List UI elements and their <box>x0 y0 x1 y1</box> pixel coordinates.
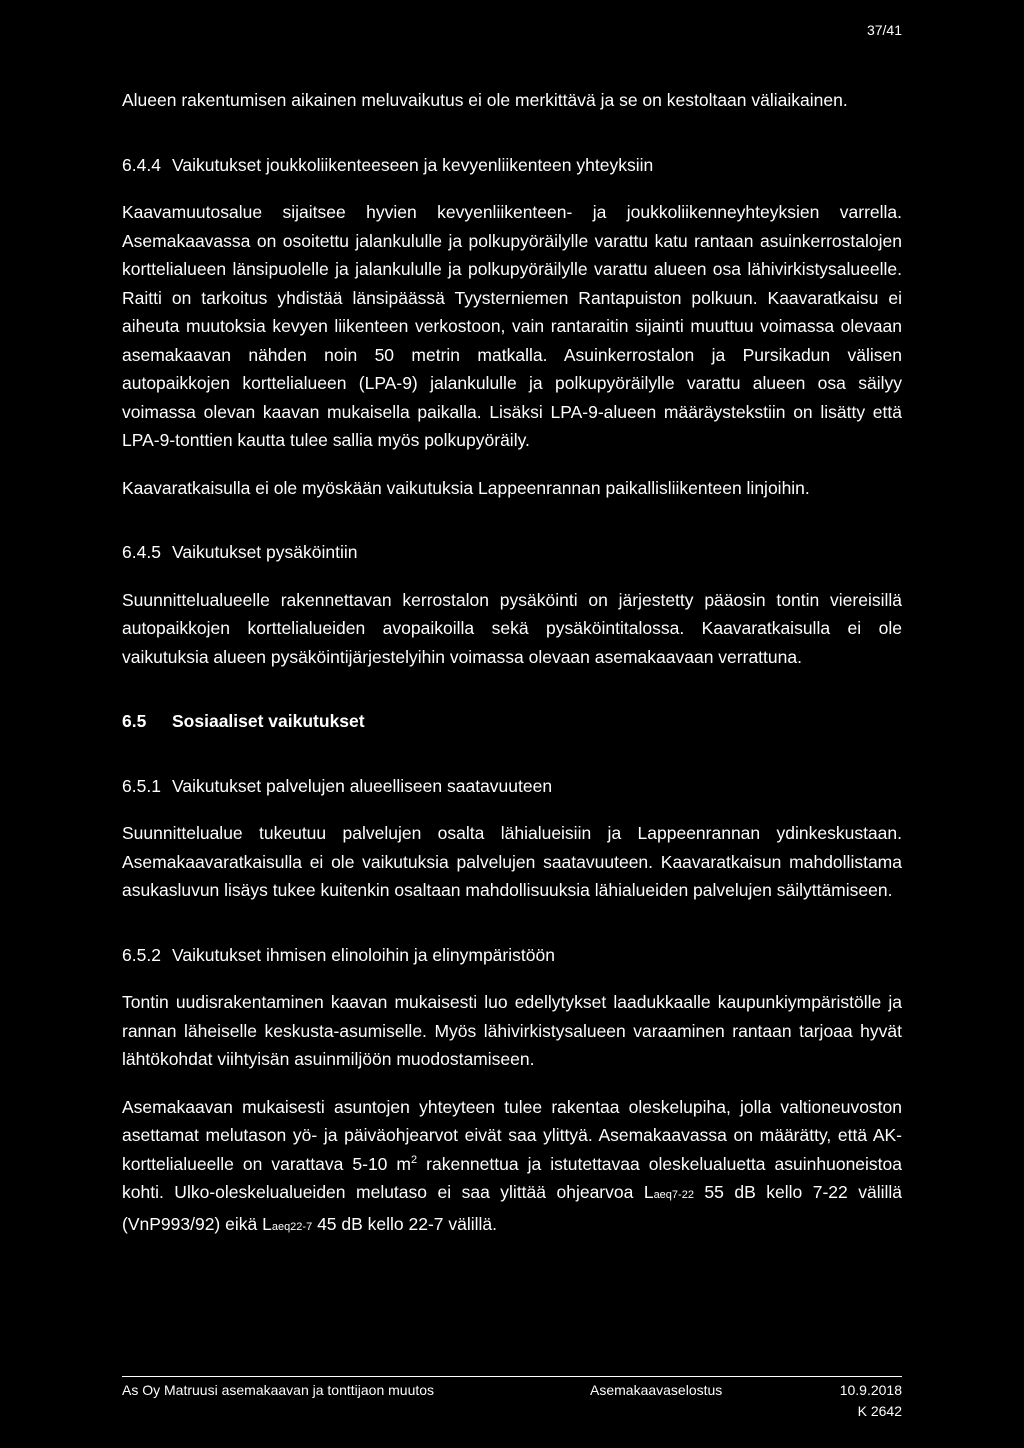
section-number: 6.5.2 <box>122 944 161 965</box>
section-6-4-4-heading <box>122 151 902 180</box>
section-6-5-2-heading <box>122 941 902 970</box>
subscript: aeq22-7 <box>271 1220 313 1233</box>
section-6-4-4-paragraph-1: Kaavamuutosalue sijaitsee hyvien kevyenliikenteen- ja joukkoliikenneyhteyksien varrella. Asemakaavassa on osoitettu jalankululle ja polkupyöräilylle varattu katu rantaan asuinkerrostalojen korttelialueen länsipuolelle ja jalankululle ja polkupyöräilylle varattu alueen osa lähivirkistysalueelle. Raitti on tarkoitus yhdistää länsipäässä Tyysterniemen Rantapuiston polkuun. Kaavaratkaisu ei aiheuta muutoksia kevyen liikenteen verkostoon, vain rantaraitin sijainti muuttuu voimassa olevaan asemakaavan nähden noin 50 metrin matkalla. Asuinkerrostalon ja Pursikadun välisen autopaikkojen korttelialueen (LPA-9) jalankululle ja polkupyöräilylle varattu alueen osa säilyy voimassa olevan kaavan mukaisella paikalla. Lisäksi LPA-9-alueen määräystekstiin on lisätty että LPA-9-tonttien kautta tulee sallia myös polkupyöräily. <box>122 202 902 450</box>
section-number: 6.4.4 <box>122 154 161 175</box>
document-body <box>122 86 902 1241</box>
footer-project: As Oy Matruusi asemakaavan ja tonttijaon muutos <box>122 1382 435 1398</box>
section-number: 6.5 <box>122 711 147 731</box>
intro-paragraph: Alueen rakentumisen aikainen meluvaikutus ei ole merkittävä ja se on kestoltaan väliaikainen. <box>122 90 848 110</box>
footer-doc-type: Asemakaavaselostus <box>590 1382 723 1398</box>
section-number: 6.5.1 <box>122 775 161 796</box>
section-6-4-4-paragraph-2: Kaavaratkaisulla ei ole myöskään vaikutuksia Lappeenrannan paikallisliikenteen linjoihin. <box>122 477 810 498</box>
section-6-4-5-paragraph-1: Suunnittelualueelle rakennettavan kerrostalon pysäköinti on järjestetty pääosin tontin viereisillä autopaikkojen korttelialueiden avopaikoilla sekä pysäköintitalossa. Kaavaratkaisulla ei ole vaikutuksia alueen pysäköintijärjestelyihin voimassa olevaan asemakaavaan verrattuna. <box>122 589 902 667</box>
section-title: Vaikutukset joukkoliikenteeseen ja kevyenliikenteen yhteyksiin <box>172 154 654 175</box>
text-run: rakennettua ja istutettavaa oleskelualuetta asuinhuoneistoa kohti. Ulko-oleskelualueiden melutaso ei saa ylittää ohjearvoa L <box>122 1153 903 1202</box>
superscript: 2 <box>411 1153 418 1166</box>
section-6-4-5-heading <box>122 538 902 567</box>
text-run: 45 dB kello 22-7 välillä. <box>312 1213 498 1234</box>
section-6-5-2-paragraph-1: Tontin uudisrakentaminen kaavan mukaisesti luo edellytykset laadukkaalle kaupunkiympäristölle ja rannan läheiselle keskusta-asumiselle. Myös lähivirkistysalueen varaaminen rantaan tarjoaa hyvät lähtökohdat viihtyisän asuinmiljöön muodostamiseen. <box>122 992 902 1069</box>
section-6-5-heading <box>122 707 902 736</box>
section-title: Vaikutukset pysäköintiin <box>172 542 358 562</box>
footer-date: 10.9.2018 <box>839 1382 902 1398</box>
section-number: 6.4.5 <box>122 542 161 562</box>
subscript: aeq7-22 <box>653 1189 694 1201</box>
footer-divider <box>122 1376 902 1377</box>
page-number: 37/41 <box>866 22 902 38</box>
footer-code: K 2642 <box>857 1403 902 1419</box>
section-6-5-1-heading <box>122 772 902 801</box>
section-title: Vaikutukset palvelujen alueelliseen saatavuuteen <box>172 775 553 796</box>
text-run: Asemakaavan mukaisesti asuntojen yhteyteen tulee rakentaa oleskelupiha, jolla valtioneuvoston asettamat melutason yö- ja päiväohjearvot eivät saa ylittyä. Asemakaavassa on määrätty, että AK-korttelialueelle on varattava 5-10 m <box>122 1096 902 1174</box>
section-title: Vaikutukset ihmisen elinoloihin ja elinympäristöön <box>172 944 555 965</box>
section-6-5-2-paragraph-2 <box>122 1093 902 1242</box>
text-run: 55 dB kello 7-22 välillä (VnP993/92) eikä L <box>122 1182 902 1234</box>
section-title: Sosiaaliset vaikutukset <box>172 711 365 731</box>
section-6-5-1-paragraph-1: Suunnittelualue tukeutuu palvelujen osalta lähialueisiin ja Lappeenrannan ydinkeskustaan. Asemakaavaratkaisulla ei ole vaikutuksia palvelujen saatavuuteen. Kaavaratkaisun mahdollistama asukasluvun lisäys tukee kuitenkin osaltaan mahdollisuuksia lähialueiden palvelujen säilyttämiseen. <box>122 823 902 900</box>
